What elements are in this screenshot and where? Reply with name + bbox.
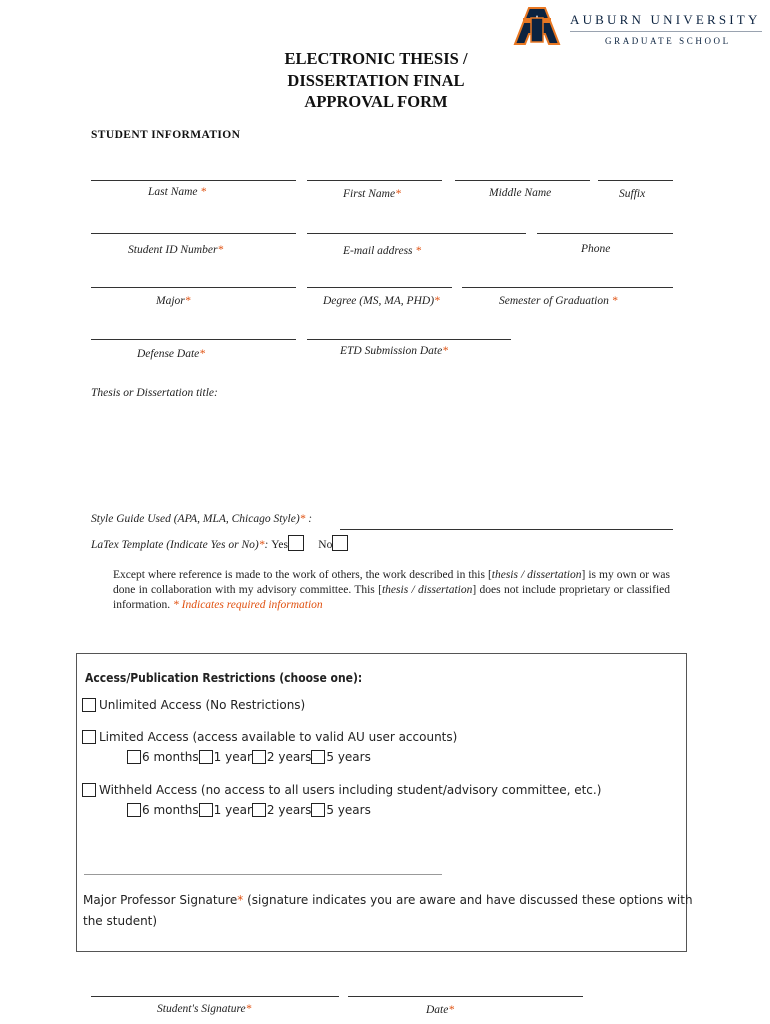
latex-no-checkbox[interactable]: [332, 535, 348, 551]
latex-no-label: No: [318, 539, 333, 551]
style-guide-field[interactable]: [340, 529, 673, 530]
suffix-label: Suffix: [619, 188, 646, 200]
withheld-1-year-checkbox[interactable]: [199, 803, 213, 817]
etd-date-label: ETD Submission Date*: [340, 345, 448, 357]
limited-duration-options: 6 months 1 year 2 years 5 years: [127, 750, 371, 767]
defense-date-field[interactable]: [91, 339, 296, 340]
title-line-3: APPROVAL FORM: [304, 92, 448, 111]
email-field[interactable]: [307, 233, 526, 234]
form-title: [250, 48, 502, 113]
school-name: GRADUATE SCHOOL: [605, 36, 731, 46]
limited-1-year-checkbox[interactable]: [199, 750, 213, 764]
limited-5-years-checkbox[interactable]: [311, 750, 325, 764]
withheld-access-option: Withheld Access (no access to all users including student/advisory committee, etc.): [82, 783, 601, 797]
phone-field[interactable]: [537, 233, 673, 234]
style-guide-label: Style Guide Used (APA, MLA, Chicago Style)* :: [91, 513, 313, 525]
withheld-duration-options: 6 months 1 year 2 years 5 years: [127, 803, 371, 820]
latex-yes-label: Yes: [271, 539, 288, 551]
student-id-field[interactable]: [91, 233, 296, 234]
required-note: * Indicates required information: [173, 599, 323, 611]
etd-date-field[interactable]: [307, 339, 511, 340]
access-restrictions-box: [76, 653, 693, 952]
limited-access-checkbox[interactable]: [82, 730, 96, 744]
major-field[interactable]: [91, 287, 296, 288]
middle-name-label: Middle Name: [489, 187, 552, 199]
major-label: Major*: [156, 295, 191, 307]
restrictions-heading: Access/Publication Restrictions (choose one):: [85, 671, 363, 685]
date-field[interactable]: [348, 996, 583, 997]
last-name-label: Last Name *: [148, 186, 207, 198]
latex-row: LaTex Template (Indicate Yes or No)*: Yes No: [91, 535, 348, 551]
withheld-5-years-checkbox[interactable]: [311, 803, 325, 817]
semester-label: Semester of Graduation *: [499, 295, 618, 307]
withheld-6-months-checkbox[interactable]: [127, 803, 141, 817]
unlimited-access-checkbox[interactable]: [82, 698, 96, 712]
defense-date-label: Defense Date*: [137, 348, 206, 360]
limited-2-years-checkbox[interactable]: [252, 750, 266, 764]
student-signature-label: Student's Signature*: [157, 1003, 252, 1015]
date-label: Date*: [426, 1004, 455, 1016]
title-line-1: ELECTRONIC THESIS /: [284, 49, 468, 68]
professor-signature-label: Major Professor Signature* (signature indicates you are aware and have discussed these options with: [83, 893, 693, 907]
professor-signature-line[interactable]: [84, 874, 442, 875]
title-line-2: DISSERTATION FINAL: [287, 70, 465, 90]
thesis-title-field[interactable]: [91, 405, 673, 500]
student-information-heading: STUDENT INFORMATION: [91, 129, 241, 141]
limited-access-option: Limited Access (access available to valid AU user accounts): [82, 730, 457, 744]
withheld-access-checkbox[interactable]: [82, 783, 96, 797]
last-name-field[interactable]: [91, 180, 296, 181]
degree-field[interactable]: [307, 287, 452, 288]
latex-yes-checkbox[interactable]: [288, 535, 304, 551]
email-label: E-mail address *: [343, 245, 422, 257]
first-name-field[interactable]: [307, 180, 442, 181]
student-signature-field[interactable]: [91, 996, 339, 997]
logo-divider: [570, 31, 762, 32]
phone-label: Phone: [581, 243, 611, 255]
student-id-label: Student ID Number*: [128, 244, 224, 256]
thesis-title-label: Thesis or Dissertation title:: [91, 387, 218, 399]
unlimited-access-option: Unlimited Access (No Restrictions): [82, 698, 305, 712]
au-logo-icon: [513, 6, 561, 46]
professor-signature-note: the student): [83, 914, 158, 928]
semester-field[interactable]: [462, 287, 673, 288]
degree-label: Degree (MS, MA, PHD)*: [323, 295, 440, 307]
withheld-2-years-checkbox[interactable]: [252, 803, 266, 817]
latex-label: LaTex Template (Indicate Yes or No): [91, 539, 259, 551]
university-name: AUBURN UNIVERSITY: [570, 12, 761, 27]
suffix-field[interactable]: [598, 180, 673, 181]
first-name-label: First Name*: [343, 188, 401, 200]
limited-6-months-checkbox[interactable]: [127, 750, 141, 764]
middle-name-field[interactable]: [455, 180, 590, 181]
originality-statement: Except where reference is made to the work of others, the work described in this [thesis / dissertation] is my own or was done in collaboration with my advisory committee. This [thesis / dissertation] does not include proprietary or classified information. * Indicates required information: [113, 569, 670, 611]
